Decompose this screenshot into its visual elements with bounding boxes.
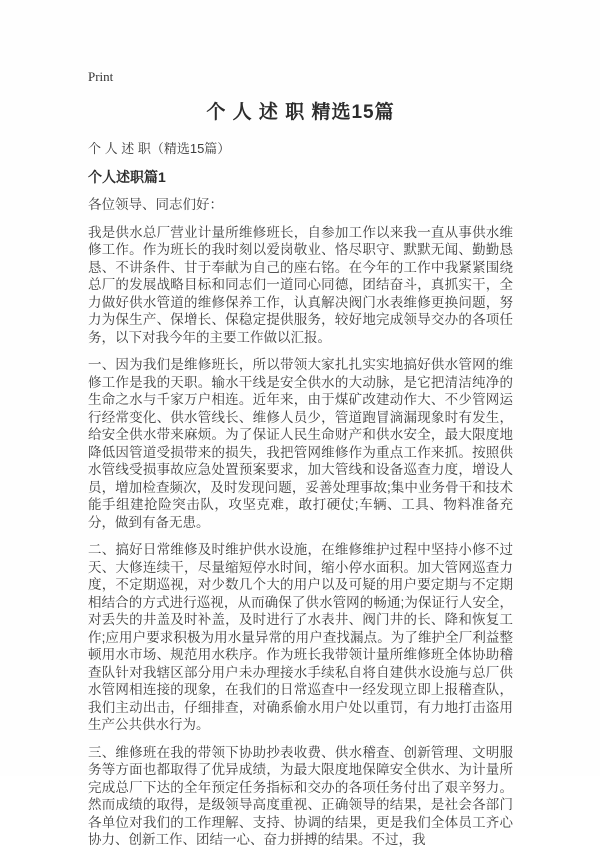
section-heading: 个人述职篇1	[88, 169, 166, 185]
paragraph-section-1: 一、因为我们是维修班长，所以带领大家扎扎实实地搞好供水管网的维修工作是我的天职。输水干线是安全供水的大动脉，是它把清洁纯净的生命之水与千家万户相连。近年来，由于煤矿改建动作大、不少管网运行经常变化、供水管线长、维修人员少，管道跑冒滴漏现象时有发生，给安全供水带来麻烦。为了保证人民生命财产和供水安全，最大限度地降低因管道受损带来的损失，我把管网维修作为重点工作来抓。按照供水管线受损事故应急处置预案要求，加大管线和设备巡查力度，增设人员，增加检查频次，及时发现问题，妥善处理事故;集中业务骨干和技术能手组建抢险突击队，攻坚克难，敢打硬仗;车辆、工具、物料准备充分，做到有备无患。	[88, 357, 513, 530]
page-title: 个 人 述 职 精选15篇	[206, 102, 395, 123]
greeting-line: 各位领导、同志们好：	[88, 197, 223, 212]
paragraph-intro: 我是供水总厂营业计量所维修班长，自参加工作以来我一直从事供水维修工作。作为班长的我时刻以爱岗敬业、恪尽职守、默默无闻、勤勤恳恳、不讲条件、甘于奉献为自己的座右铭。在今年的工作中我紧紧围绕总厂的发展战略目标和同志们一道同心同德，团结奋斗，真抓实干，全力做好供水管道的维修保养工作，认真解决阀门水表维修更换问题，努力为保生产、保增长、保稳定提供服务，较好地完成领导交办的各项任务，以下对我今年的主要工作做以汇报。	[88, 224, 513, 345]
document-subtitle: 个 人 述 职（精选15篇）	[88, 141, 231, 156]
paragraph-section-3: 三、维修班在我的带领下协助抄表收费、供水稽查、创新管理、文明服务等方面也都取得了优异成绩，为最大限度地保障安全供水、为计量所完成总厂下达的全年预定任务指标和交办的各项任务付出了艰辛努力。然而成绩的取得，是级领导高度重视、正确领导的结果，是社会各部门各单位对我们的工作理解、支持、协调的结果，更是我们全体员工齐心协力、创新工作、团结一心、奋力拼搏的结果。不过，我	[88, 744, 513, 847]
paragraph-section-2: 二、搞好日常维修及时维护供水设施，在维修维护过程中坚持小修不过天、大修连续干，尽量缩短停水时间，缩小停水面积。加大管网巡查力度，不定期巡视，对少数几个大的用户以及可疑的用户要定期与不定期相结合的方式进行巡视，从而确保了供水管网的畅通;为保证行人安全， 对丢失的井盖及时补盖，及时进行了水表井、阀门井的长、降和恢复工作;应用户要求积极为用水量异常的用户查找漏点。为了维护全厂利益整顿用水市场、规范用水秩序。作为班长我带领计量所维修班全体协助稽查队针对我辖区部分用户未办理接水手续私自将自建供水设施与总厂供水管网相连接的现象，在我们的日常巡查中一经发现立即上报稽查队，我们主动出击，仔细排查，对确系偷水用户处以重罚，有力地打击盗用生产公共供水行为。	[88, 542, 513, 732]
print-link[interactable]: Print	[88, 69, 114, 84]
